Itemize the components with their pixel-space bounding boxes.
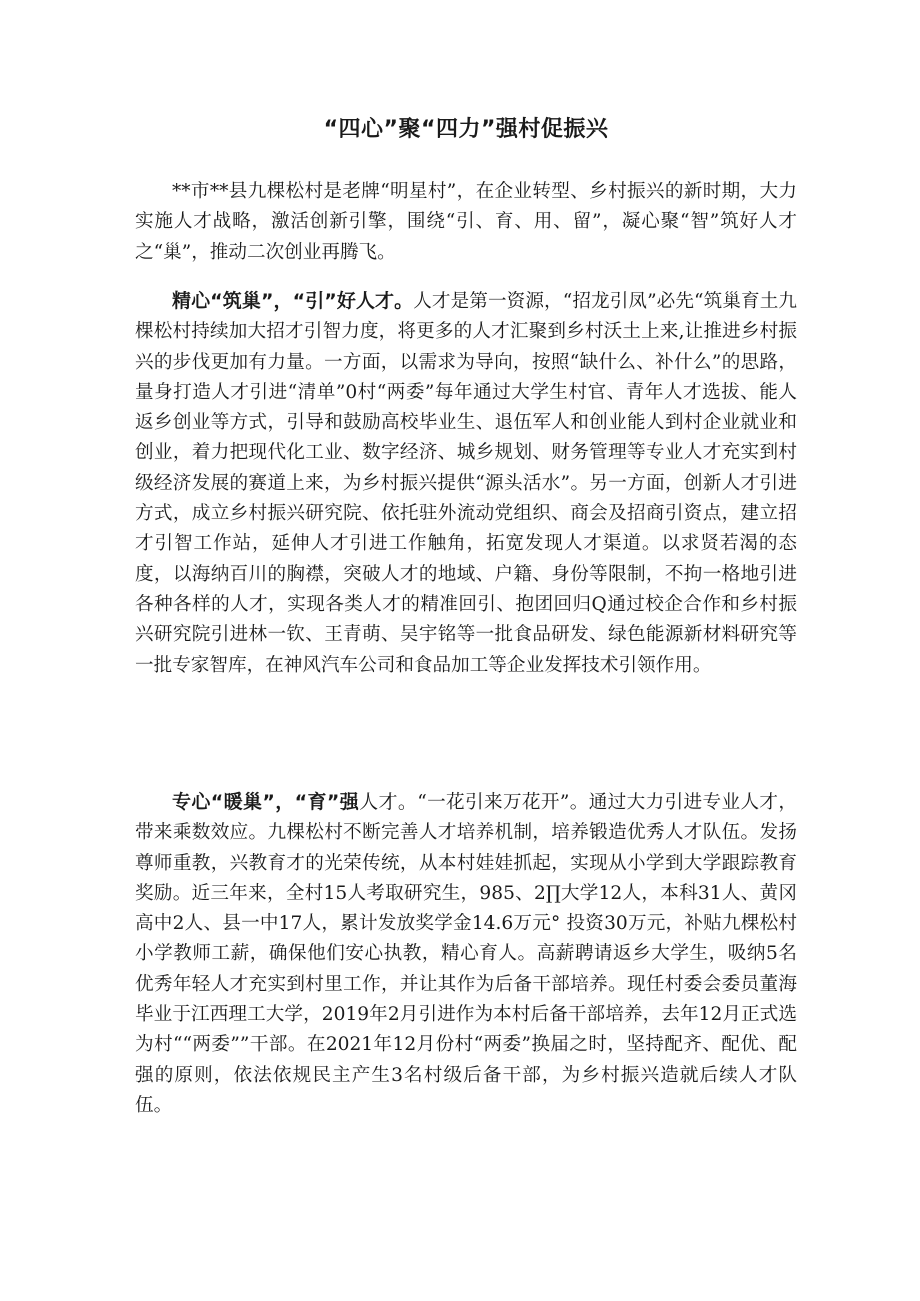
document-title: “四心”聚“四力”强村促振兴 — [323, 117, 609, 142]
section2-paragraph — [135, 787, 797, 1121]
section2-body: “一花引来万花开”。通过大力引进专业人才，带来乘数效应。九棵松村不断完善人才培养机制，培养锻造优秀人才队伍。发扬尊师重教，兴教育才的光荣传统，从本村娃娃抓起，实现从小学到大学跟踪教育奖励。近三年来，全村15人考取研究生，985、2∏大学12人，本科31人、黄冈高中2人、县一中17人，累计发放奖学金14.6万元° 投资30万元，补贴九棵松村小学教师工薪，确保他们安心执教，精心育人。高薪聘请返乡大学生，吸纳5名优秀年轻人才充实到村里工作，并让其作为后备干部培养。现任村委会委员董海毕业于江西理工大学，2019年2月引进作为本村后备干部培养，去年12月正式选为村““两委””干部。在2021年12月份村“两委”换届之时，坚持配齐、配优、配强的原则，依法依规民主产生3名村级后备干部，为乡村振兴造就后续人才队伍。 — [135, 792, 797, 1116]
section2-heading: 专心“暖巢”，“育”强 — [172, 791, 360, 813]
section1-body: 人才是第一资源，“招龙引凤”必先“筑巢育土九棵松村持续加大招才引智力度，将更多的人才汇聚到乡村沃土上来,让推进乡村振兴的步伐更加有力量。一方面，以需求为导向，按照“缺什么、补什么”的思路，量身打造人才引进“清单”0村“两委”每年通过大学生村官、青年人才选拔、能人返乡创业等方式，引导和鼓励高校毕业生、退伍军人和创业能人到村企业就业和创业，着力把现代化工业、数字经济、城乡规划、财务管理等专业人才充实到村级经济发展的赛道上来，为乡村振兴提供“源头活水”。另一方面，创新人才引进方式，成立乡村振兴研究院、依托驻外流动党组织、商会及招商引资点，建立招才引智工作站，延伸人才引进工作触角，拓宽发现人才渠道。以求贤若渴的态度，以海纳百川的胸襟，突破人才的地域、户籍、身份等限制，不拘一格地引进各种各样的人才，实现各类人才的精准回引、抱团回归Q通过校企合作和乡村振兴研究院引进林一钦、王青萌、吴宇铭等一批食品研发、绿色能源新材料研究等一批专家智库，在神风汽车公司和食品加工等企业发挥技术引领作用。 — [135, 291, 797, 676]
section2-heading-tail: 人才。 — [359, 791, 418, 813]
section1-heading: 精心“筑巢”，“引”好人才。 — [172, 290, 414, 312]
section1-paragraph — [135, 286, 797, 681]
intro-paragraph: **市**县九棵松村是老牌“明星村”，在企业转型、乡村振兴的新时期，大力实施人才战略，激活创新引擎，围绕“引、育、用、留”，凝心聚“智”筑好人才之“巢”，推动二次创业再腾飞。 — [135, 181, 797, 263]
